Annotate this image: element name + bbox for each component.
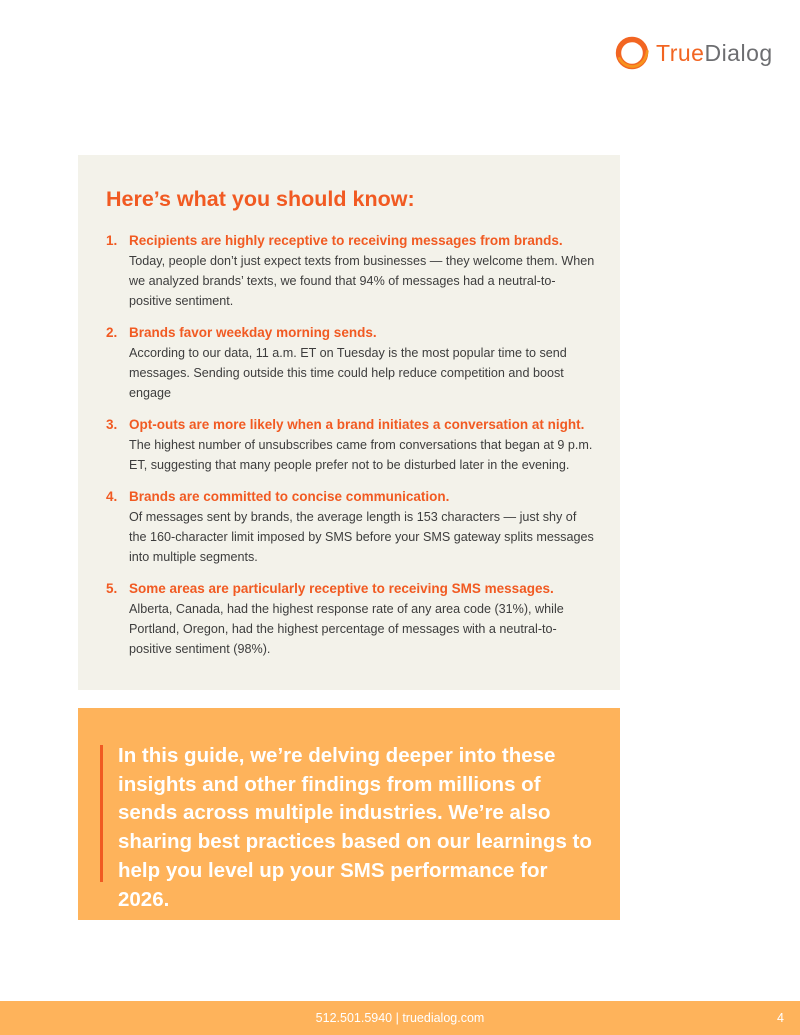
finding-heading: Some areas are particularly receptive to receiving SMS messages. <box>129 581 554 596</box>
footer-contact: 512.501.5940 | truedialog.com <box>315 1011 485 1025</box>
finding-number: 4. <box>106 489 118 504</box>
finding-number: 5. <box>106 581 118 596</box>
finding-heading: Brands favor weekday morning sends. <box>129 325 377 340</box>
finding-item <box>106 231 596 311</box>
finding-number: 2. <box>106 325 118 340</box>
page-number: 4 <box>777 1011 784 1025</box>
logo-true: True <box>656 39 705 66</box>
finding-heading: Recipients are highly receptive to receiving messages from brands. <box>129 233 563 248</box>
finding-item <box>106 415 596 475</box>
callout-accent-bar <box>100 745 103 882</box>
finding-heading: Opt-outs are more likely when a brand initiates a conversation at night. <box>129 417 585 432</box>
truedialog-logo <box>614 34 773 72</box>
panel-title: Here’s what you should know: <box>106 187 415 211</box>
finding-body: Alberta, Canada, had the highest response rate of any area code (31%), while Portland, Oregon, had the highest percentage of messages with a neutral-to-positive sentiment (98%). <box>129 602 564 656</box>
finding-number: 1. <box>106 233 118 248</box>
key-findings-panel <box>78 155 620 690</box>
finding-body: The highest number of unsubscribes came from conversations that began at 9 p.m. ET, suggesting that many people prefer not to be disturbed later in the evening. <box>129 438 593 472</box>
finding-item <box>106 487 596 567</box>
finding-item <box>106 323 596 403</box>
page-footer <box>0 1001 800 1035</box>
logo-wordmark <box>656 39 773 66</box>
finding-body: Of messages sent by brands, the average length is 153 characters — just shy of the 160-character limit imposed by SMS before your SMS gateway splits messages into multiple segments. <box>129 510 594 564</box>
finding-heading: Brands are committed to concise communication. <box>129 489 450 504</box>
findings-list <box>106 231 596 671</box>
finding-body: Today, people don’t just expect texts from businesses — they welcome them. When we analyzed brands’ texts, we found that 94% of messages had a neutral-to-positive sentiment. <box>129 254 595 308</box>
logo-dialog: Dialog <box>704 39 773 66</box>
finding-number: 3. <box>106 417 118 432</box>
finding-body: According to our data, 11 a.m. ET on Tuesday is the most popular time to send messages. Sending outside this time could help reduce competition and boost engage <box>129 346 567 400</box>
finding-item <box>106 579 596 659</box>
guide-callout <box>78 708 620 920</box>
callout-text: In this guide, we’re delving deeper into these insights and other findings from millions of sends across multiple industries. We’re also sharing best practices based on our learnings to help you level up your SMS performance for 2026. <box>118 744 592 911</box>
truedialog-swirl-icon <box>614 35 650 71</box>
